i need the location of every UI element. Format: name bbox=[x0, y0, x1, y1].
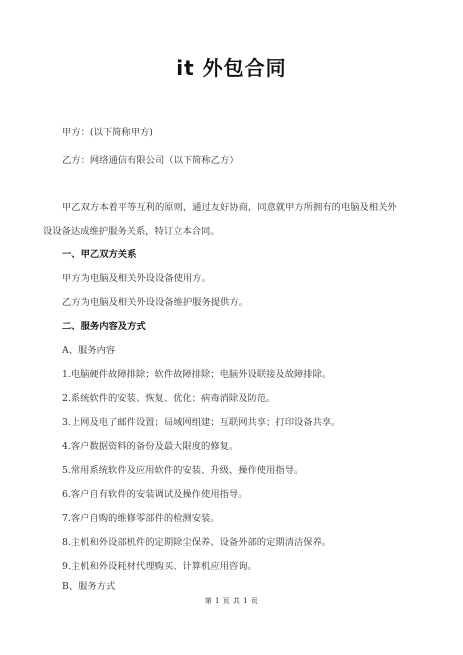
service-item-3: 3.上网及电了邮件设置；局域网组建；互联网共享；打印设备共享。 bbox=[62, 417, 341, 428]
service-item-2: 2.系统软件的安装、恢复、优化；病毒消除及防范。 bbox=[62, 393, 276, 404]
page-number-footer: 第 1 页 共 1 页 bbox=[204, 597, 259, 605]
service-method-subheading: B、服务方式 bbox=[62, 581, 116, 592]
section-1-paragraph-2: 乙方为电脑及相关外设设备维护服务提供方。 bbox=[62, 297, 248, 308]
section-1-paragraph-1: 甲方为电脑及相关外设设备使用方。 bbox=[62, 273, 211, 284]
service-item-9: 9.主机和外设耗材代理购买、计算机应用咨询。 bbox=[62, 561, 257, 572]
service-item-5: 5.常用系统软件及应用软件的安装、升级、操作使用指导。 bbox=[62, 465, 304, 476]
service-item-1: 1.电脑硬件故障排除；软件故障排除；电脑外设联接及故障排除。 bbox=[62, 369, 332, 380]
intro-paragraph-line-1: 甲乙双方本着平等互利的原则，通过友好协商，同意就甲方所拥有的电脑及相关外 bbox=[62, 202, 397, 213]
document-title: it 外包合同 bbox=[176, 56, 287, 80]
party-b-line: 乙方：网络通信有限公司（以下简称乙方） bbox=[62, 155, 239, 166]
intro-paragraph-line-2: 设设备达成维护服务关系，特订立本合同。 bbox=[43, 226, 220, 237]
section-1-heading: 一、甲乙双方关系 bbox=[62, 249, 137, 260]
section-2-heading: 二、服务内容及方式 bbox=[62, 321, 146, 332]
service-item-7: 7.客户自购的维修零部件的检测安装。 bbox=[62, 513, 220, 524]
service-item-6: 6.客户自有软件的安装调试及操作使用指导。 bbox=[62, 489, 248, 500]
service-item-8: 8.主机和外设部机件的定期除尘保养、设备外部的定期清洁保养。 bbox=[62, 537, 332, 548]
party-a-line: 甲方：(以下简称甲方) bbox=[62, 127, 153, 138]
service-item-4: 4.客户数据资料的备份及最大限度的修复。 bbox=[62, 441, 239, 452]
service-content-subheading: A、服务内容 bbox=[62, 345, 116, 356]
